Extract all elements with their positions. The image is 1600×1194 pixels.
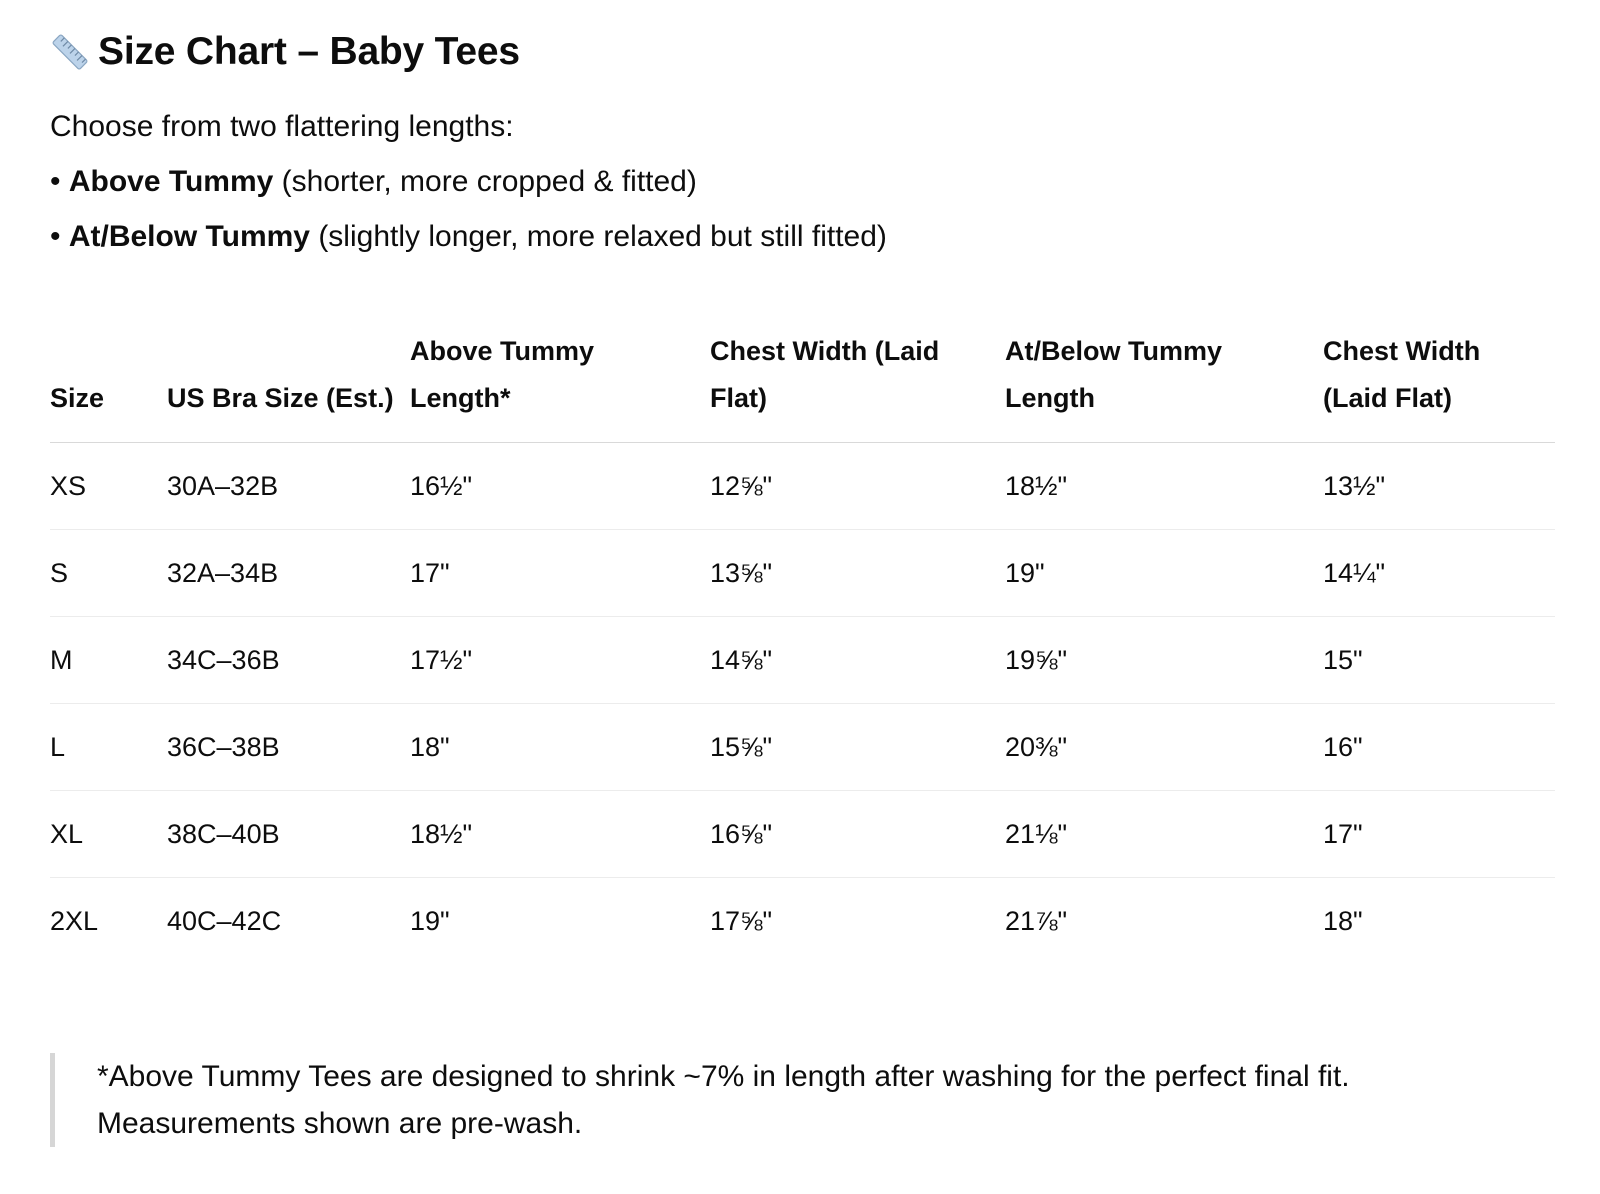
size-table: [50, 320, 1555, 964]
table-row: [50, 530, 1555, 617]
table-cell: 13½": [1323, 443, 1555, 530]
column-header-bra-size: US Bra Size (Est.): [167, 320, 410, 443]
table-cell: 15": [1323, 617, 1555, 704]
table-cell: 14⅝": [710, 617, 1005, 704]
table-cell: 40C–42C: [167, 906, 282, 936]
table-cell: 19⅝": [1005, 617, 1323, 704]
table-cell: 17": [1323, 791, 1555, 878]
table-cell: 12⅝": [710, 443, 1005, 530]
table-cell: 30A–32B: [167, 443, 410, 530]
table-cell: L: [50, 704, 167, 791]
table-cell: 14¼": [1323, 530, 1555, 617]
table-cell: 18½": [1005, 443, 1323, 530]
page-title: [50, 30, 520, 74]
table-cell: 17": [410, 530, 710, 617]
option-description: (shorter, more cropped & fitted): [273, 165, 697, 198]
column-header-chest-width-below: Chest Width (Laid Flat): [1323, 320, 1555, 443]
table-cell: 34C–36B: [167, 617, 410, 704]
option-name: At/Below Tummy: [68, 220, 310, 253]
table-cell: 16⅝": [710, 791, 1005, 878]
table-row: [50, 704, 1555, 791]
intro-text: Choose from two flattering lengths:: [50, 110, 514, 143]
table-header-row: [50, 320, 1555, 443]
list-item: [50, 162, 697, 202]
table-cell: 15⅝": [710, 704, 1005, 791]
table-cell: 32A–34B: [167, 530, 410, 617]
table-cell: XS: [50, 443, 167, 530]
table-cell: 21⅞": [1005, 906, 1068, 936]
bullet-dot: •: [50, 165, 69, 198]
column-header-chest-width-above: Chest Width (Laid Flat): [710, 320, 1005, 443]
table-cell: 18½": [410, 791, 710, 878]
table-cell: 19": [1005, 530, 1323, 617]
table-row: [50, 443, 1555, 530]
table-cell: 16": [1323, 704, 1555, 791]
table-cell: 17⅝": [710, 906, 773, 936]
column-header-above-tummy-length: Above Tummy Length*: [410, 320, 710, 443]
page-title-text: Size Chart – Baby Tees: [98, 30, 520, 73]
table-cell: S: [50, 530, 167, 617]
column-header-size: Size: [50, 320, 167, 443]
table-cell: 17½": [410, 617, 710, 704]
table-cell: 19": [410, 906, 450, 936]
ruler-icon: [50, 32, 90, 72]
table-row: [50, 878, 1555, 965]
option-name: Above Tummy: [68, 165, 274, 198]
table-cell: 36C–38B: [167, 704, 410, 791]
table-cell: 13⅝": [710, 530, 1005, 617]
table-cell: 16½": [410, 443, 710, 530]
list-item: [50, 217, 887, 257]
table-row: [50, 617, 1555, 704]
table-cell: 2XL: [50, 906, 99, 936]
table-cell: XL: [50, 791, 167, 878]
table-cell: 18": [410, 704, 710, 791]
table-cell: 18": [1323, 906, 1363, 936]
footnote-text: *Above Tummy Tees are designed to shrink ~7% in length after washing for the perfect final fit. Measurements shown are pre-wash.: [97, 1060, 1350, 1140]
table-cell: 38C–40B: [167, 791, 410, 878]
footnote-blockquote: [50, 1053, 1537, 1147]
bullet-dot: •: [50, 220, 69, 253]
table-cell: 20⅜": [1005, 704, 1323, 791]
table-cell: M: [50, 617, 167, 704]
column-header-below-tummy-length: At/Below Tummy Length: [1005, 320, 1323, 443]
table-row: [50, 791, 1555, 878]
option-description: (slightly longer, more relaxed but still fitted): [309, 220, 887, 253]
table-cell: 21⅛": [1005, 791, 1323, 878]
